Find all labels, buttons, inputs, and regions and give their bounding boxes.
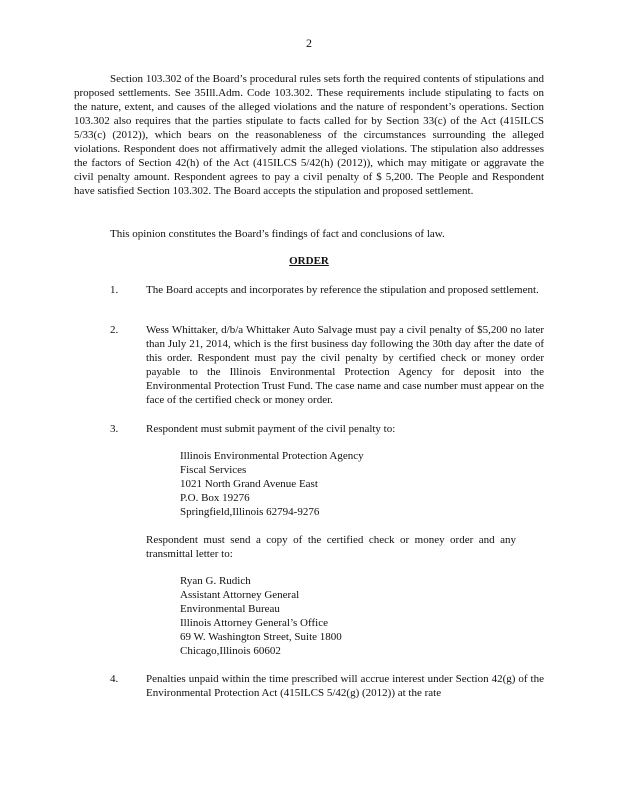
item-number: 1.: [110, 284, 119, 296]
page-number: 2: [306, 36, 312, 50]
order-item-3: [74, 422, 544, 436]
copy-instruction: Respondent must send a copy of the certified check or money order and any transmittal letter to:: [146, 534, 516, 560]
address-line: Ryan G. Rudich: [180, 575, 251, 587]
address-line: 1021 North Grand Avenue East: [180, 478, 318, 490]
order-item-2: [74, 323, 544, 407]
item-number: 3.: [110, 423, 119, 435]
item-text: Penalties unpaid within the time prescribed will accrue interest under Section 42(g) of the Environmental Protection Act (415ILCS 5/42(g) (2012)) at the rate: [146, 673, 544, 699]
copy-address: [180, 574, 342, 658]
order-item-4: [74, 672, 544, 700]
item-number: 4.: [110, 673, 119, 685]
item-number: 2.: [110, 324, 119, 336]
paragraph-findings: This opinion constitutes the Board’s findings of fact and conclusions of law.: [110, 228, 445, 240]
address-line: Assistant Attorney General: [180, 589, 300, 601]
address-line: Illinois Attorney General’s Office: [180, 617, 328, 629]
item-text: Respondent must submit payment of the civil penalty to:: [146, 423, 396, 435]
address-line: Environmental Bureau: [180, 603, 280, 615]
address-line: Springfield,Illinois 62794-9276: [180, 506, 320, 518]
payment-address: [180, 449, 364, 519]
address-line: Chicago,Illinois 60602: [180, 645, 281, 657]
order-item-1: [74, 283, 544, 297]
address-line: Illinois Environmental Protection Agency: [180, 450, 364, 462]
item-text: The Board accepts and incorporates by reference the stipulation and proposed settlement.: [146, 284, 539, 296]
order-heading: ORDER: [289, 255, 329, 267]
address-line: P.O. Box 19276: [180, 492, 250, 504]
item-text: Wess Whittaker, d/b/a Whittaker Auto Salvage must pay a civil penalty of $5,200 no later than July 21, 2014, which is the first business day following the 30th day after the date of this order. Respondent must pay the civil penalty by certified check or money order payable to the Illinois Environmental Protection Agency for deposit into the Environmental Protection Trust Fund. The case name and case number must appear on the face of the certified check or money order.: [146, 324, 544, 406]
address-line: 69 W. Washington Street, Suite 1800: [180, 631, 342, 643]
paragraph-settlement: Section 103.302 of the Board’s procedural rules sets forth the required contents of stipulations and proposed settlements. See 35Ill.Adm. Code 103.302. These requirements include stipulating to facts on the nature, extent, and causes of the alleged violations and the nature of respondent’s operations. Section 103.302 also requires that the parties stipulate to facts called for by Section 33(c) of the Act (415ILCS 5/33(c) (2012)), which bears on the reasonableness of the circumstances surrounding the alleged violations. Respondent does not affirmatively admit the alleged violations. The stipulation also addresses the factors of Section 42(h) of the Act (415ILCS 5/42(h) (2012)), which may mitigate or aggravate the civil penalty amount. Respondent agrees to pay a civil penalty of $ 5,200. The People and Respondent have satisfied Section 103.302. The Board accepts the stipulation and proposed settlement.: [74, 73, 544, 197]
address-line: Fiscal Services: [180, 464, 247, 476]
